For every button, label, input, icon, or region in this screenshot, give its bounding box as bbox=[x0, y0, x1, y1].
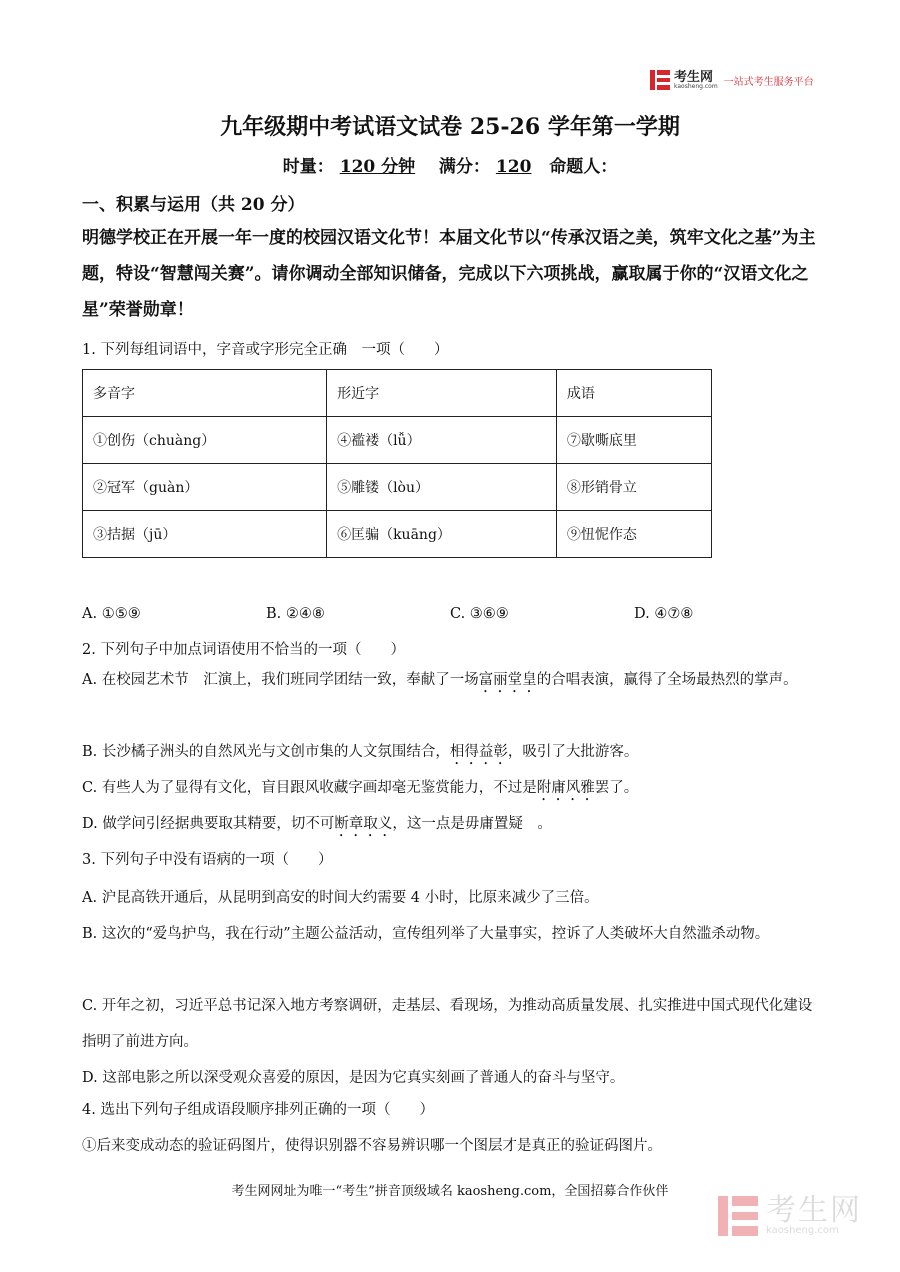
q3-stem: 3. 下列句子中没有语病的一项（ ） bbox=[82, 852, 333, 868]
table-cell: ⑨忸怩作态 bbox=[556, 511, 711, 558]
q2-b-text: B. 长沙橘子洲头的自然风光与文创市集的人文氛围结合， bbox=[82, 744, 450, 760]
q3-option-a[interactable]: A. 沪昆高铁开通后，从昆明到高安的时间大约需要 4 小时，比原来减少了三倍。 bbox=[82, 890, 599, 906]
q2-d-dotted: 断章取义 bbox=[334, 816, 393, 832]
q2-a-text: A. 在校园艺术节 汇演上，我们班同学团结一致，奉献了一场 bbox=[82, 672, 479, 688]
q2-option-a[interactable] bbox=[82, 662, 817, 698]
brand-logo bbox=[650, 70, 814, 90]
section-intro: 明德学校正在开展一年一度的校园汉语文化节！本届文化节以“传承汉语之美，筑牢文化之基”为主题，特设“智慧闯关赛”。请你调动全部知识储备，完成以下六项挑战，赢取属于你的“汉语文化之星”荣誉勋章！ bbox=[82, 228, 816, 320]
table-cell: ⑦歇嘶底里 bbox=[556, 417, 711, 464]
exam-meta bbox=[0, 152, 900, 177]
table-header: 形近字 bbox=[327, 370, 557, 417]
q2-d-text-end: ，这一点是毋庸置疑 。 bbox=[392, 816, 552, 832]
logo-name: 考生网 bbox=[674, 69, 714, 85]
table-row bbox=[83, 511, 712, 558]
score-label: 满分： bbox=[438, 157, 490, 177]
table-header: 多音字 bbox=[83, 370, 327, 417]
q2-option-d[interactable] bbox=[82, 806, 817, 842]
watermark bbox=[718, 1193, 862, 1236]
table-cell: ⑤雕镂（lòu） bbox=[327, 464, 557, 511]
table-cell: ⑧形销骨立 bbox=[556, 464, 711, 511]
table-row bbox=[83, 464, 712, 511]
logo-domain: kaosheng.com bbox=[674, 82, 718, 90]
q3-option-d[interactable]: D. 这部电影之所以深受观众喜爱的原因，是因为它真实刻画了普通人的奋斗与坚守。 bbox=[82, 1070, 625, 1086]
q2-c-text-end: 罢了。 bbox=[594, 780, 639, 796]
q2-a-dotted: 富丽堂皇 bbox=[478, 672, 537, 688]
watermark-name: 考生网 bbox=[766, 1193, 862, 1228]
option-a[interactable]: A. ①⑤⑨ bbox=[82, 606, 141, 622]
q2-c-dotted: 附庸风雅 bbox=[536, 780, 595, 796]
q1-table bbox=[82, 369, 712, 558]
q2-stem: 2. 下列句子中加点词语使用不恰当的一项（ ） bbox=[82, 642, 405, 658]
kaosheng-watermark-icon bbox=[718, 1196, 758, 1236]
kaosheng-logo-icon bbox=[650, 70, 670, 90]
q2-a-text-end: 的合唱表演，赢得了全场最热烈的掌声。 bbox=[536, 672, 798, 688]
section-heading: 一、积累与运用（共 20 分） bbox=[82, 195, 305, 215]
score-value: 120 bbox=[495, 157, 532, 177]
q2-option-b[interactable] bbox=[82, 734, 817, 770]
q2-b-dotted: 相得益彰 bbox=[449, 744, 508, 760]
table-cell: ④褴褛（lǚ） bbox=[327, 417, 557, 464]
q2-d-text: D. 做学问引经据典要取其精要，切不可 bbox=[82, 816, 335, 832]
q4-stem: 4. 选出下列句子组成语段顺序排列正确的一项（ ） bbox=[82, 1102, 434, 1118]
q3-option-c[interactable]: C. 开年之初，习近平总书记深入地方考察调研，走基层、看现场，为推动高质量发展、扎实推进中国式现代化建设指明了前进方向。 bbox=[82, 998, 813, 1050]
q2-option-c[interactable] bbox=[82, 770, 817, 806]
table-cell: ②冠军（guàn） bbox=[83, 464, 327, 511]
option-b[interactable]: B. ②④⑧ bbox=[266, 606, 325, 622]
q2-b-text-end: ，吸引了大批游客。 bbox=[507, 744, 639, 760]
table-cell: ③拮据（jū） bbox=[83, 511, 327, 558]
exam-title: 九年级期中考试语文试卷 25-26 学年第一学期 bbox=[220, 114, 680, 140]
option-c[interactable]: C. ③⑥⑨ bbox=[450, 606, 509, 622]
table-row bbox=[83, 417, 712, 464]
watermark-domain: kaosheng.com bbox=[766, 1225, 839, 1236]
time-value: 120 分钟 bbox=[339, 157, 416, 177]
q1-stem: 1. 下列每组词语中，字音或字形完全正确 一项（ ） bbox=[82, 342, 449, 358]
table-cell: ①创伤（chuàng） bbox=[83, 417, 327, 464]
q2-c-text: C. 有些人为了显得有文化，盲目跟风收藏字画却毫无鉴赏能力，不过是 bbox=[82, 780, 537, 796]
logo-tagline: 一站式考生服务平台 bbox=[723, 76, 814, 88]
author-label: 命题人： bbox=[549, 157, 618, 177]
table-cell: ⑥匡骗（kuāng） bbox=[327, 511, 557, 558]
q3-option-b[interactable]: B. 这次的“爱鸟护鸟，我在行动”主题公益活动，宣传组列举了大量事实，控诉了人类破坏大自然滥杀动物。 bbox=[82, 926, 770, 942]
table-header: 成语 bbox=[556, 370, 711, 417]
time-label: 时量： bbox=[282, 157, 334, 177]
table-row bbox=[83, 370, 712, 417]
q4-sentence-1: ①后来变成动态的验证码图片，使得识别器不容易辨识哪一个图层才是真正的验证码图片。 bbox=[82, 1138, 662, 1154]
page-footer: 考生网网址为唯一“考生”拼音顶级域名 kaosheng.com，全国招募合作伙伴 bbox=[231, 1184, 669, 1199]
option-d[interactable]: D. ④⑦⑧ bbox=[634, 606, 694, 622]
